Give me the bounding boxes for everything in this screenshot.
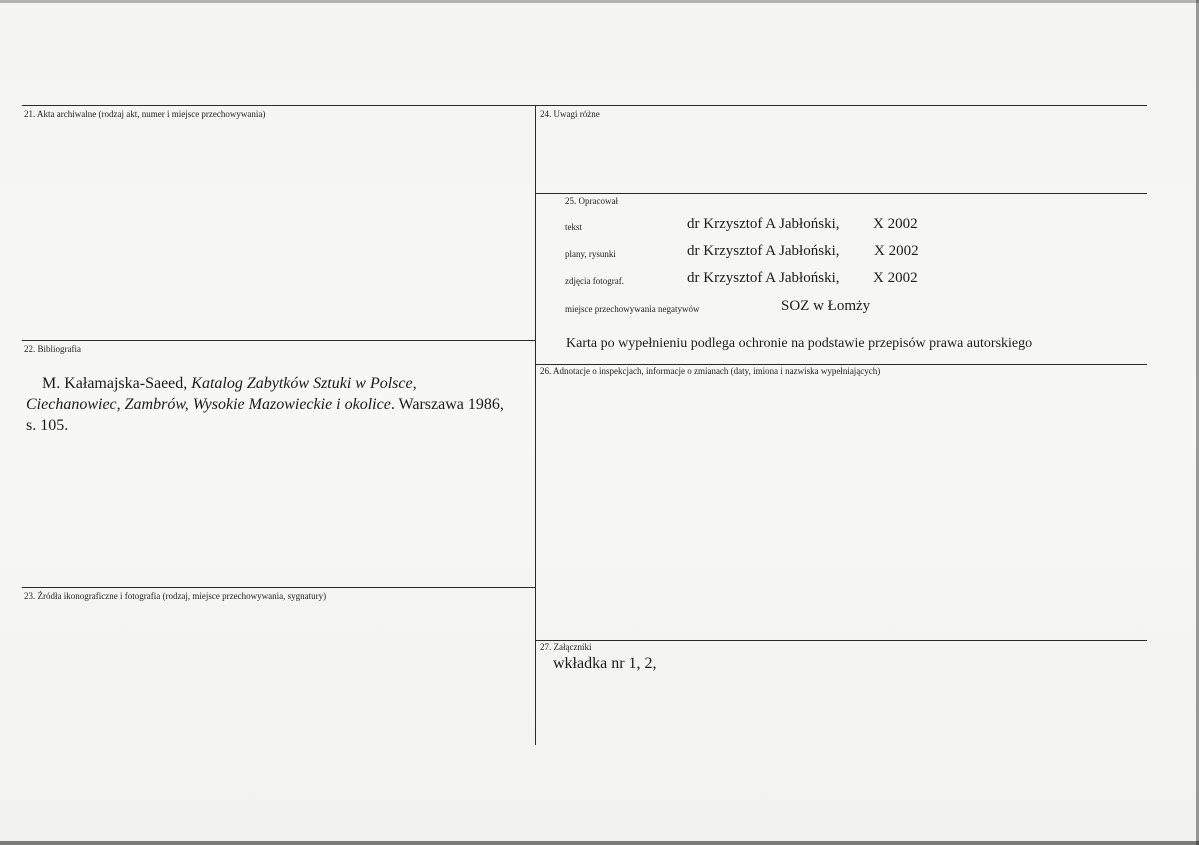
attachments-value: wkładka nr 1, 2, bbox=[553, 655, 657, 672]
rule-section-23 bbox=[22, 587, 535, 588]
bibliography-title-line1: Katalog Zabytków Sztuki w Polsce, bbox=[191, 375, 417, 392]
rule-top bbox=[22, 105, 1147, 106]
field-22-label: 22. Bibliografia bbox=[24, 344, 81, 354]
negatives-location-value: SOZ w Łomży bbox=[781, 298, 871, 314]
prepared-photos-label: zdjęcia fotograf. bbox=[565, 276, 624, 286]
page-edge-bottom bbox=[0, 841, 1199, 845]
prepared-text-label: tekst bbox=[565, 222, 582, 232]
prepared-plans-label: plany, rysunki bbox=[565, 249, 616, 259]
prepared-photos-date: X 2002 bbox=[873, 270, 918, 286]
rule-section-27 bbox=[535, 640, 1147, 641]
field-24-label: 24. Uwagi różne bbox=[540, 109, 600, 119]
bibliography-entry bbox=[26, 373, 531, 436]
page-edge-top bbox=[0, 0, 1199, 3]
copyright-note: Karta po wypełnieniu podlega ochronie na podstawie przepisów prawa autorskiego bbox=[566, 336, 1033, 351]
bibliography-title-line2: Ciechanowiec, Zambrów, Wysokie Mazowieckie i okolice bbox=[26, 396, 391, 413]
field-25-label: 25. Opracował bbox=[565, 196, 618, 206]
field-27-label: 27. Załączniki bbox=[540, 642, 592, 652]
rule-section-26 bbox=[535, 364, 1147, 365]
prepared-plans-name: dr Krzysztof A Jabłoński, bbox=[687, 243, 840, 259]
prepared-text-date: X 2002 bbox=[873, 216, 918, 232]
field-23-label: 23. Źródła ikonograficzne i fotografia (rodzaj, miejsce przechowywania, sygnatury) bbox=[24, 591, 327, 601]
rule-center-vertical bbox=[535, 105, 536, 745]
prepared-plans-date: X 2002 bbox=[874, 243, 919, 259]
rule-section-25 bbox=[535, 193, 1147, 194]
field-21-label: 21. Akta archiwalne (rodzaj akt, numer i miejsce przechowywania) bbox=[24, 109, 266, 119]
field-26-label: 26. Adnotacje o inspekcjach, informacje o zmianach (daty, imiona i nazwiska wypełniających) bbox=[540, 366, 881, 376]
prepared-photos-name: dr Krzysztof A Jabłoński, bbox=[687, 270, 840, 286]
rule-section-22 bbox=[22, 340, 535, 341]
bibliography-author: M. Kałamajska-Saeed, bbox=[42, 375, 192, 392]
bibliography-publication: . Warszawa 1986, bbox=[390, 396, 504, 413]
prepared-text-name: dr Krzysztof A Jabłoński, bbox=[687, 216, 840, 232]
bibliography-pages: s. 105. bbox=[26, 417, 69, 434]
negatives-location-label: miejsce przechowywania negatywów bbox=[565, 304, 700, 314]
